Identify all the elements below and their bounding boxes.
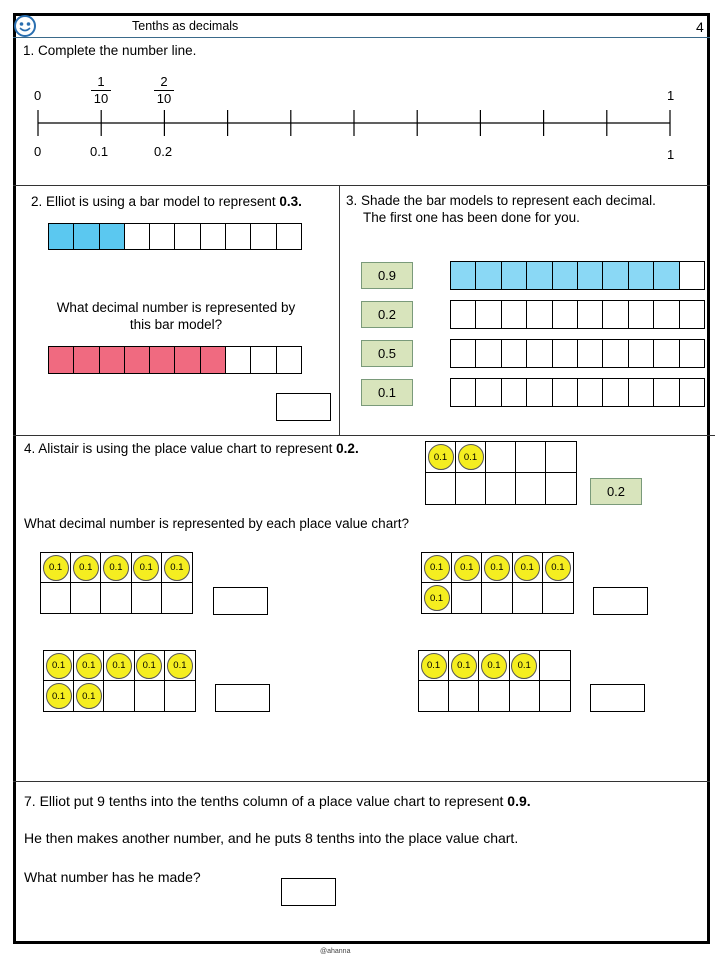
place-value-cell: [422, 583, 452, 613]
q2-answer-box[interactable]: [276, 393, 331, 421]
place-value-cell: [162, 583, 192, 613]
place-value-cell: [540, 651, 570, 681]
q2-question-line1: What decimal number is represented by: [56, 300, 296, 315]
q3-bar-model: [450, 339, 705, 368]
q7-line3: What number has he made?: [24, 869, 201, 885]
bar-cell[interactable]: [603, 340, 628, 367]
q7-line2: He then makes another number, and he puts 8 tenths into the place value chart.: [24, 830, 519, 846]
bar-cell[interactable]: [125, 224, 150, 249]
q3-bar-model: [450, 300, 705, 329]
tenth-counter: 0.1: [451, 653, 477, 679]
place-value-cell: [516, 473, 546, 504]
bar-cell[interactable]: [680, 379, 704, 406]
bar-cell[interactable]: [201, 347, 226, 373]
place-value-cell: [165, 651, 195, 681]
bar-cell[interactable]: [476, 379, 501, 406]
place-value-cell: [426, 442, 456, 473]
place-value-cell: [456, 473, 486, 504]
place-value-cell: [74, 681, 104, 711]
bar-cell[interactable]: [578, 262, 603, 289]
q4-answer-box-b[interactable]: [593, 587, 648, 615]
q4-answer-box-a[interactable]: [213, 587, 268, 615]
tenth-counter: 0.1: [43, 555, 69, 581]
q7-line1-text: 7. Elliot put 9 tenths into the tenths column of a place value chart to represent: [24, 793, 508, 809]
bar-cell[interactable]: [680, 262, 704, 289]
bar-cell[interactable]: [502, 379, 527, 406]
place-value-cell: [104, 681, 134, 711]
page-number: 4: [696, 19, 704, 35]
q3-bar-model: [450, 378, 705, 407]
place-value-cell: [449, 651, 479, 681]
bar-cell[interactable]: [175, 224, 200, 249]
tenth-counter: 0.1: [458, 444, 484, 470]
bar-cell[interactable]: [527, 262, 552, 289]
place-value-cell: [546, 442, 576, 473]
q3-prompt-line2: The first one has been done for you.: [363, 210, 580, 225]
place-value-cell: [132, 553, 162, 583]
bar-cell[interactable]: [553, 340, 578, 367]
place-value-cell: [513, 583, 543, 613]
bar-cell[interactable]: [603, 379, 628, 406]
bar-cell[interactable]: [100, 347, 125, 373]
place-value-cell: [426, 473, 456, 504]
bar-cell[interactable]: [226, 347, 251, 373]
place-value-cell: [101, 583, 131, 613]
bar-cell[interactable]: [553, 262, 578, 289]
q7-line1: [24, 793, 531, 809]
place-value-cell: [422, 553, 452, 583]
q3-decimal-label: 0.5: [361, 340, 413, 367]
bar-cell[interactable]: [603, 262, 628, 289]
tenth-counter: 0.1: [511, 653, 537, 679]
bar-cell[interactable]: [629, 262, 654, 289]
q2-prompt: [31, 194, 302, 209]
fraction-one-tenth: [91, 74, 111, 107]
q7-line1-value: 0.9.: [507, 793, 531, 809]
q3-bar-model: [450, 261, 705, 290]
place-value-cell: [419, 681, 449, 711]
q4-chart-c: [43, 650, 196, 712]
bar-cell[interactable]: [680, 340, 704, 367]
tenth-counter: 0.1: [103, 555, 129, 581]
bar-cell[interactable]: [451, 301, 476, 328]
tenth-counter: 0.1: [73, 555, 99, 581]
tenth-counter: 0.1: [76, 653, 102, 679]
bar-cell[interactable]: [451, 340, 476, 367]
place-value-cell: [71, 553, 101, 583]
q4-prompt-text: 4. Alistair is using the place value chart to represent: [24, 441, 337, 456]
place-value-cell: [540, 681, 570, 711]
q4-prompt-value: 0.2.: [336, 441, 359, 456]
tenth-counter: 0.1: [46, 653, 72, 679]
tenth-counter: 0.1: [484, 555, 510, 581]
bar-cell[interactable]: [553, 379, 578, 406]
q4-answer-box-d[interactable]: [590, 684, 645, 712]
numberline-top-zero: 0: [34, 88, 42, 103]
place-value-cell: [513, 553, 543, 583]
q4-prompt: [24, 441, 359, 456]
footer-credit: @ahanna: [320, 948, 351, 955]
place-value-cell: [132, 583, 162, 613]
place-value-cell: [546, 473, 576, 504]
bar-cell[interactable]: [175, 347, 200, 373]
bar-cell[interactable]: [654, 262, 679, 289]
bar-cell[interactable]: [654, 340, 679, 367]
bar-cell[interactable]: [74, 347, 99, 373]
place-value-cell: [543, 553, 573, 583]
place-value-cell: [456, 442, 486, 473]
bar-cell[interactable]: [578, 340, 603, 367]
q4-example-value: 0.2: [590, 478, 642, 505]
q4-answer-box-c[interactable]: [215, 684, 270, 712]
bar-cell[interactable]: [49, 224, 74, 249]
place-value-cell: [44, 651, 74, 681]
place-value-cell: [101, 553, 131, 583]
place-value-cell: [510, 651, 540, 681]
bar-cell[interactable]: [603, 301, 628, 328]
bar-cell[interactable]: [578, 379, 603, 406]
place-value-cell: [41, 583, 71, 613]
bar-cell[interactable]: [527, 340, 552, 367]
q2-question-line2: this bar model?: [129, 317, 223, 332]
place-value-cell: [135, 651, 165, 681]
place-value-cell: [74, 651, 104, 681]
bar-cell[interactable]: [629, 301, 654, 328]
q2-question-bar: [48, 346, 302, 374]
q3-decimal-label: 0.9: [361, 262, 413, 289]
bar-cell[interactable]: [502, 262, 527, 289]
q2-example-bar: [48, 223, 302, 250]
divider-q2-q3: [339, 185, 340, 435]
tenth-counter: 0.1: [428, 444, 454, 470]
tenth-counter: 0.1: [133, 555, 159, 581]
place-value-cell: [452, 553, 482, 583]
place-value-cell: [162, 553, 192, 583]
bar-cell[interactable]: [502, 301, 527, 328]
bar-cell[interactable]: [451, 262, 476, 289]
tenth-counter: 0.1: [46, 683, 72, 709]
tenth-counter: 0.1: [514, 555, 540, 581]
bar-cell[interactable]: [277, 224, 301, 249]
divider-q23: [13, 435, 715, 436]
q3-decimal-label: 0.1: [361, 379, 413, 406]
tenth-counter: 0.1: [164, 555, 190, 581]
place-value-cell: [516, 442, 546, 473]
place-value-cell: [452, 583, 482, 613]
header-divider: [13, 37, 710, 38]
tenth-counter: 0.1: [424, 555, 450, 581]
bar-cell[interactable]: [150, 224, 175, 249]
place-value-cell: [482, 553, 512, 583]
bar-cell[interactable]: [527, 379, 552, 406]
tenth-counter: 0.1: [454, 555, 480, 581]
place-value-cell: [543, 583, 573, 613]
place-value-cell: [419, 651, 449, 681]
place-value-cell: [165, 681, 195, 711]
bar-cell[interactable]: [476, 301, 501, 328]
fraction-denominator: 10: [156, 91, 172, 106]
q4-question: What decimal number is represented by each place value chart?: [24, 516, 409, 531]
bar-cell[interactable]: [74, 224, 99, 249]
q1-prompt: 1. Complete the number line.: [23, 43, 197, 58]
fraction-numerator: 1: [91, 74, 111, 91]
bar-cell[interactable]: [629, 379, 654, 406]
bar-cell[interactable]: [49, 347, 74, 373]
fraction-numerator: 2: [154, 74, 174, 91]
place-value-cell: [41, 553, 71, 583]
tenth-counter: 0.1: [106, 653, 132, 679]
q4-chart-d: [418, 650, 571, 712]
q7-answer-box[interactable]: [281, 878, 336, 906]
tenth-counter: 0.1: [167, 653, 193, 679]
divider-q4: [13, 781, 710, 782]
bar-cell[interactable]: [277, 347, 301, 373]
bar-cell[interactable]: [476, 262, 501, 289]
place-value-cell: [482, 583, 512, 613]
bar-cell[interactable]: [476, 340, 501, 367]
bar-cell[interactable]: [654, 301, 679, 328]
place-value-cell: [135, 681, 165, 711]
bar-cell[interactable]: [201, 224, 226, 249]
bar-cell[interactable]: [502, 340, 527, 367]
q2-prompt-value: 0.3.: [279, 194, 302, 209]
q4-example-chart: [425, 441, 577, 505]
tenth-counter: 0.1: [421, 653, 447, 679]
q3-decimal-label: 0.2: [361, 301, 413, 328]
bar-cell[interactable]: [100, 224, 125, 249]
place-value-cell: [486, 473, 516, 504]
bar-cell[interactable]: [125, 347, 150, 373]
numberline-label-0-2: 0.2: [154, 144, 173, 159]
tenth-counter: 0.1: [545, 555, 571, 581]
bar-cell[interactable]: [553, 301, 578, 328]
q3-prompt-line1: 3. Shade the bar models to represent each decimal.: [346, 193, 656, 208]
numberline-label-0: 0: [34, 144, 42, 159]
place-value-cell: [104, 651, 134, 681]
tenth-counter: 0.1: [76, 683, 102, 709]
place-value-cell: [449, 681, 479, 711]
bar-cell[interactable]: [251, 347, 276, 373]
number-line: [30, 106, 680, 142]
smiley-face-icon: [14, 15, 36, 37]
place-value-cell: [71, 583, 101, 613]
bar-cell[interactable]: [150, 347, 175, 373]
tenth-counter: 0.1: [136, 653, 162, 679]
bar-cell[interactable]: [578, 301, 603, 328]
place-value-cell: [44, 681, 74, 711]
place-value-cell: [479, 681, 509, 711]
fraction-denominator: 10: [93, 91, 109, 106]
bar-cell[interactable]: [451, 379, 476, 406]
place-value-cell: [510, 681, 540, 711]
bar-cell[interactable]: [680, 301, 704, 328]
bar-cell[interactable]: [654, 379, 679, 406]
numberline-label-1: 1: [667, 147, 675, 162]
bar-cell[interactable]: [226, 224, 251, 249]
page-title: Tenths as decimals: [132, 19, 239, 33]
bar-cell[interactable]: [629, 340, 654, 367]
q4-chart-b: [421, 552, 574, 614]
q4-chart-a: [40, 552, 193, 614]
bar-cell[interactable]: [251, 224, 276, 249]
tenth-counter: 0.1: [424, 585, 450, 611]
divider-q1: [13, 185, 710, 186]
fraction-two-tenths: [154, 74, 174, 107]
q2-prompt-text: 2. Elliot is using a bar model to represent: [31, 194, 280, 209]
tenth-counter: 0.1: [481, 653, 507, 679]
numberline-label-0-1: 0.1: [90, 144, 109, 159]
numberline-top-one: 1: [667, 88, 675, 103]
place-value-cell: [486, 442, 516, 473]
bar-cell[interactable]: [527, 301, 552, 328]
place-value-cell: [479, 651, 509, 681]
